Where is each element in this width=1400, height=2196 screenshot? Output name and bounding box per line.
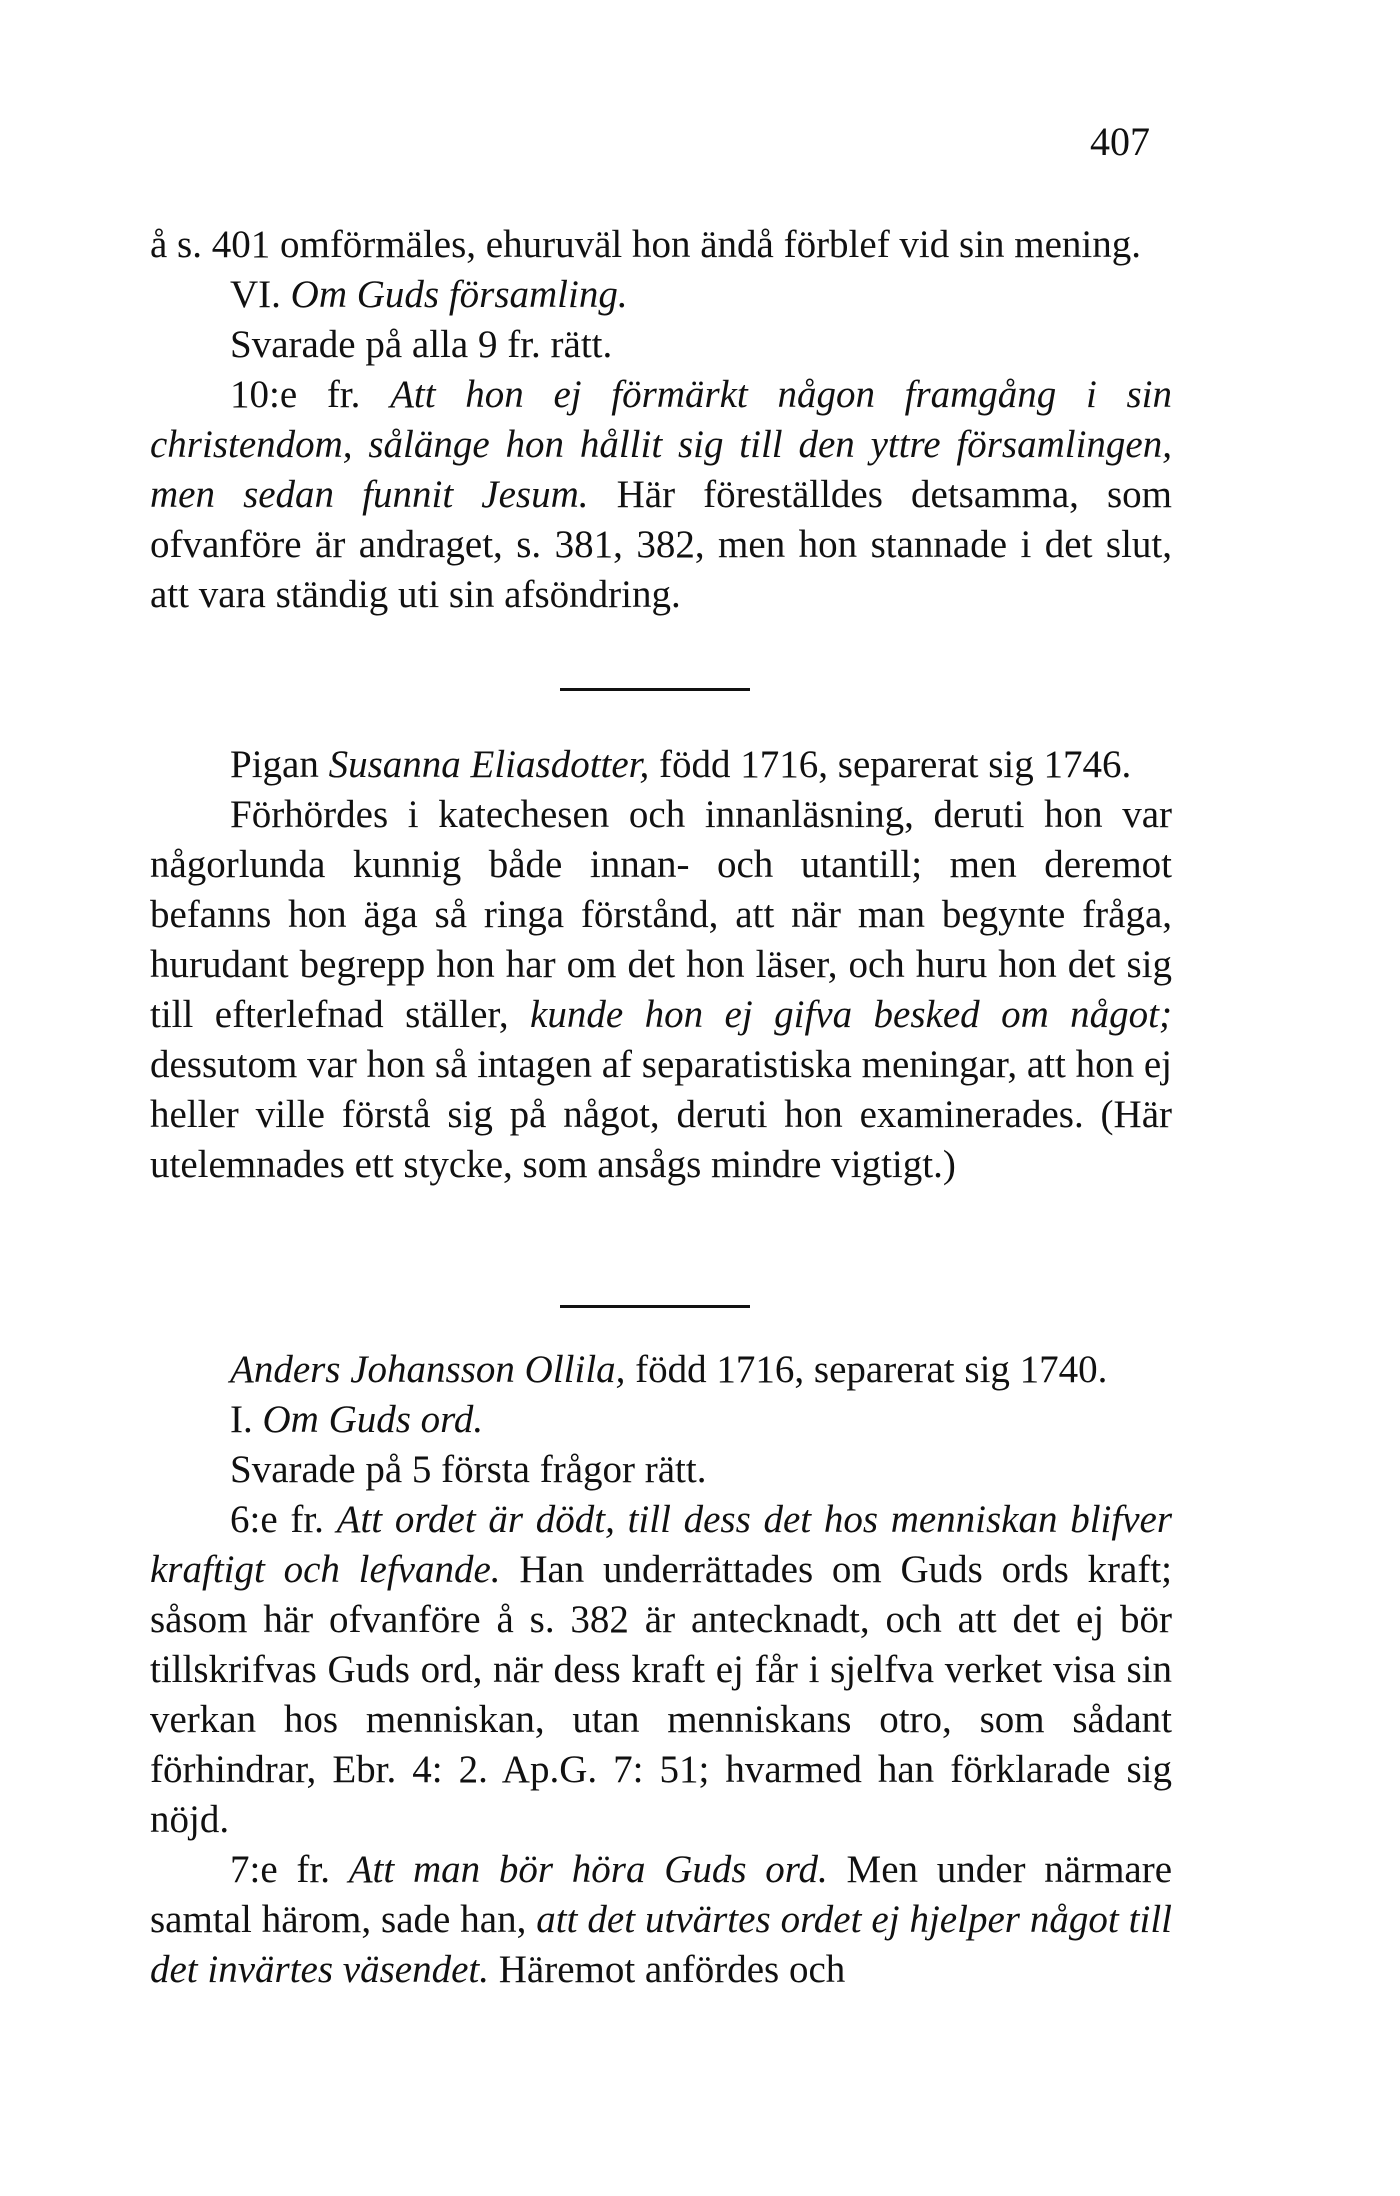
paragraph-continuation: å s. 401 omförmäles, ehuruväl hon ändå förblef vid sin mening. bbox=[150, 223, 1142, 266]
section-anders-johansson-ollila bbox=[150, 1345, 1172, 1995]
section-previous-continued bbox=[150, 220, 1172, 620]
person-details: född 1716, separerat sig 1740. bbox=[635, 1348, 1108, 1391]
heading-prefix: Pigan bbox=[230, 743, 319, 786]
answer-summary: Svarade på alla 9 fr. rätt. bbox=[230, 323, 613, 366]
section-heading-vi bbox=[150, 270, 1172, 320]
examination-paragraph bbox=[150, 790, 1172, 1190]
question-7-paragraph bbox=[150, 1845, 1172, 1995]
person-heading bbox=[150, 740, 1172, 790]
person-heading bbox=[150, 1345, 1172, 1395]
answer-summary: Svarade på 5 första frågor rätt. bbox=[230, 1448, 707, 1491]
examination-text-a: Förhördes i katechesen och innanläsning, deruti hon var någorlunda kunnig både innan- och utantill; men deremot befanns hon äga så ringa förstånd, att när man begynte fråga, hurudant begrepp hon har om det hon läser, och huru hon det sig till efterlefnad ställer, bbox=[150, 793, 1172, 1036]
question-6-paragraph bbox=[150, 1495, 1172, 1845]
section-susanna-eliasdotter bbox=[150, 740, 1172, 1190]
person-name: Susanna Eliasdotter, bbox=[328, 743, 650, 786]
section-heading-i bbox=[150, 1395, 1172, 1445]
question-statement: Att hon ej förmärkt någon framgång i sin christendom, sålänge hon hållit sig till den yttre församlingen, men sedan funnit Jesum. bbox=[150, 373, 1173, 516]
question-10-paragraph bbox=[150, 370, 1172, 620]
heading-numeral: I. bbox=[230, 1398, 253, 1441]
person-details: född 1716, separerat sig 1746. bbox=[659, 743, 1132, 786]
question-statement: Att ordet är dödt, till dess det hos menniskan blifver kraftigt och lefvande. bbox=[150, 1498, 1173, 1591]
quoted-statement: att det utvärtes ordet ej hjelper något till det invärtes väsendet. bbox=[150, 1898, 1172, 1991]
section-divider bbox=[560, 688, 750, 691]
heading-numeral: VI. bbox=[230, 273, 281, 316]
question-number: 6:e fr. bbox=[230, 1498, 324, 1541]
section-divider bbox=[560, 1305, 750, 1308]
question-response: Här föreställdes detsamma, som ofvanföre är andraget, s. 381, 382, men hon stannade i det slut, att vara ständig uti sin afsöndring. bbox=[150, 473, 1172, 616]
question-number: 7:e fr. bbox=[230, 1848, 330, 1891]
examination-italic: kunde hon ej gifva besked om något; bbox=[530, 993, 1173, 1036]
page-number: 407 bbox=[1090, 119, 1150, 164]
person-name: Anders Johansson Ollila, bbox=[230, 1348, 626, 1391]
heading-title: Om Guds församling. bbox=[290, 273, 628, 316]
question-number: 10:e fr. bbox=[230, 373, 361, 416]
question-response-a: Men under närmare samtal härom, sade han, bbox=[150, 1848, 1173, 1941]
question-response: Han underrättades om Guds ords kraft; såsom här ofvanföre å s. 382 är antecknadt, och att det ej bör tillskrifvas Guds ord, när dess kraft ej får i sjelfva verket visa sin verkan hos menniskan, utan menniskans otro, som sådant förhindrar, Ebr. 4: 2. Ap.G. 7: 51; hvarmed han förklarade sig nöjd. bbox=[150, 1548, 1172, 1841]
examination-text-b: dessutom var hon så intagen af separatistiska meningar, att hon ej heller ville förstå sig på något, deruti hon examinerades. (Här utelemnades ett stycke, som ansågs mindre vigtigt.) bbox=[150, 1043, 1172, 1186]
question-statement: Att man bör höra Guds ord. bbox=[348, 1848, 828, 1891]
question-response-b: Häremot anfördes och bbox=[498, 1948, 846, 1991]
heading-title: Om Guds ord. bbox=[262, 1398, 484, 1441]
